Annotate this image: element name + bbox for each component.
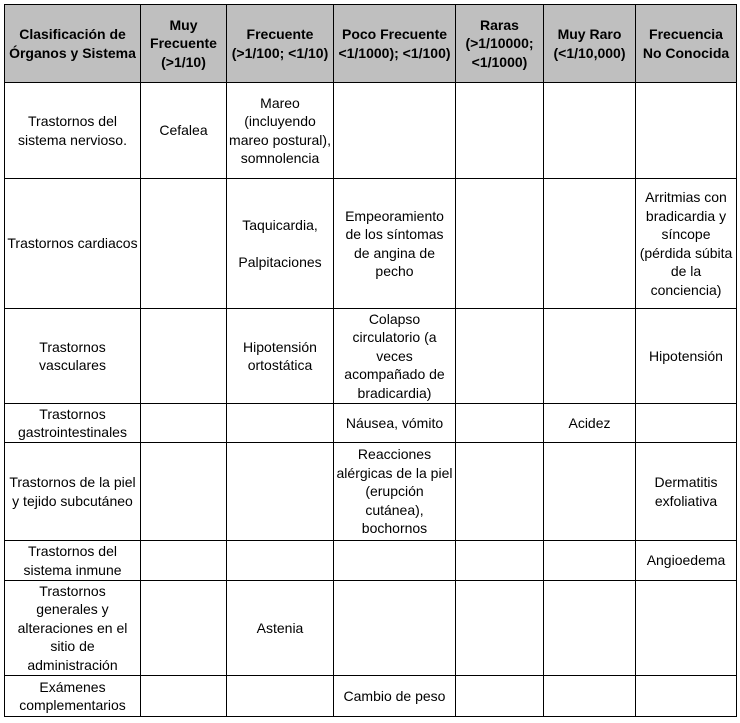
uncommon-cell — [334, 83, 456, 179]
unknown-cell — [636, 676, 737, 717]
header-common: Frecuente (>1/100; <1/10) — [227, 5, 334, 83]
uncommon-cell — [334, 581, 456, 676]
very-rare-cell — [544, 443, 636, 541]
common-cell: Mareo (incluyendo mareo postural), somnolencia — [227, 83, 334, 179]
organ-cell: Trastornos de la piel y tejido subcutáneo — [5, 443, 141, 541]
rare-cell — [456, 404, 544, 443]
common-item: Palpitaciones — [238, 253, 322, 270]
very-common-cell — [141, 443, 227, 541]
table-row — [5, 443, 737, 541]
unknown-cell — [636, 404, 737, 443]
table-row — [5, 404, 737, 443]
organ-cell: Trastornos generales y alteraciones en el sitio de administración — [5, 581, 141, 676]
header-very-rare: Muy Raro (<1/10,000) — [544, 5, 636, 83]
organ-cell: Exámenes complementarios — [5, 676, 141, 717]
table-row — [5, 581, 737, 676]
very-common-cell — [141, 581, 227, 676]
very-common-cell — [141, 541, 227, 581]
unknown-cell — [636, 581, 737, 676]
very-rare-cell — [544, 541, 636, 581]
organ-cell: Trastornos del sistema nervioso. — [5, 83, 141, 179]
rare-cell — [456, 443, 544, 541]
unknown-cell: Angioedema — [636, 541, 737, 581]
common-cell: Hipotensión ortostática — [227, 309, 334, 404]
uncommon-cell: Reacciones alérgicas de la piel (erupción cutánea), bochornos — [334, 443, 456, 541]
unknown-cell: Dermatitis exfoliativa — [636, 443, 737, 541]
organ-cell: Trastornos gastrointestinales — [5, 404, 141, 443]
table-row — [5, 541, 737, 581]
header-organ-class: Clasificación de Órganos y Sistema — [5, 5, 141, 83]
common-cell — [227, 179, 334, 309]
spacer — [229, 235, 331, 253]
very-common-cell — [141, 404, 227, 443]
rare-cell — [456, 179, 544, 309]
table-row — [5, 676, 737, 717]
very-rare-cell — [544, 83, 636, 179]
unknown-cell: Arritmias con bradicardia y síncope (pérdida súbita de la conciencia) — [636, 179, 737, 309]
common-cell — [227, 443, 334, 541]
common-cell — [227, 404, 334, 443]
unknown-cell: Hipotensión — [636, 309, 737, 404]
common-item: Taquicardia, — [242, 217, 318, 233]
header-unknown-frequency: Frecuencia No Conocida — [636, 5, 737, 83]
organ-cell: Trastornos cardiacos — [5, 179, 141, 309]
table-row — [5, 179, 737, 309]
very-rare-cell — [544, 309, 636, 404]
very-rare-cell — [544, 581, 636, 676]
table-row — [5, 83, 737, 179]
header-rare: Raras (>1/10000; <1/1000) — [456, 5, 544, 83]
table-row — [5, 309, 737, 404]
header-row — [5, 5, 737, 83]
rare-cell — [456, 83, 544, 179]
very-common-cell — [141, 179, 227, 309]
uncommon-cell: Empeoramiento de los síntomas de angina de pecho — [334, 179, 456, 309]
rare-cell — [456, 309, 544, 404]
very-common-cell — [141, 676, 227, 717]
very-rare-cell — [544, 676, 636, 717]
organ-cell: Trastornos vasculares — [5, 309, 141, 404]
uncommon-cell: Cambio de peso — [334, 676, 456, 717]
adverse-reactions-table — [4, 4, 737, 717]
header-uncommon: Poco Frecuente <1/1000); <1/100) — [334, 5, 456, 83]
common-cell — [227, 541, 334, 581]
unknown-cell — [636, 83, 737, 179]
common-cell: Astenia — [227, 581, 334, 676]
uncommon-cell: Náusea, vómito — [334, 404, 456, 443]
very-rare-cell — [544, 179, 636, 309]
very-rare-cell: Acidez — [544, 404, 636, 443]
rare-cell — [456, 541, 544, 581]
uncommon-cell: Colapso circulatorio (a veces acompañado de bradicardia) — [334, 309, 456, 404]
very-common-cell — [141, 309, 227, 404]
uncommon-cell — [334, 541, 456, 581]
rare-cell — [456, 676, 544, 717]
very-common-cell: Cefalea — [141, 83, 227, 179]
common-cell — [227, 676, 334, 717]
organ-cell: Trastornos del sistema inmune — [5, 541, 141, 581]
header-very-common: Muy Frecuente (>1/10) — [141, 5, 227, 83]
rare-cell — [456, 581, 544, 676]
